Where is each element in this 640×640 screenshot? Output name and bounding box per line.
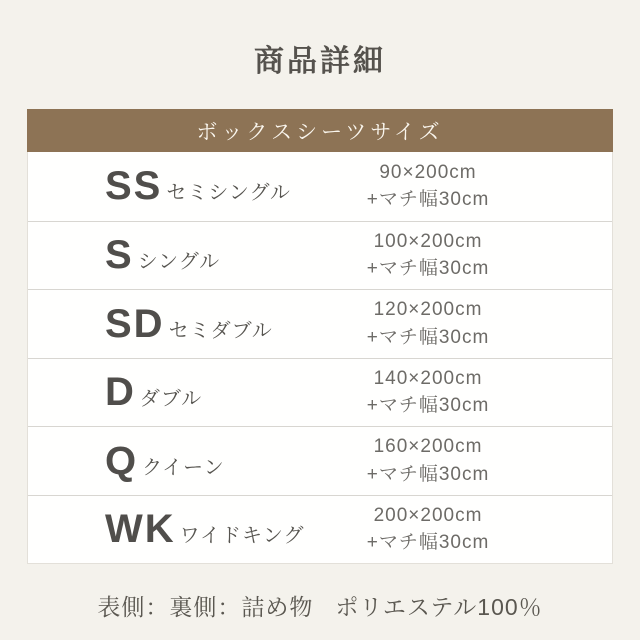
size-code: WK — [105, 507, 176, 552]
size-code: Q — [105, 438, 139, 483]
table-row — [28, 358, 612, 427]
size-gusset: +マチ幅30cm — [366, 532, 490, 554]
size-code: SS — [105, 164, 163, 209]
size-dimensions — [308, 152, 548, 221]
size-name: ワイドキング — [179, 525, 305, 548]
size-label-group — [28, 507, 305, 552]
size-dimensions — [308, 222, 548, 290]
size-gusset: +マチ幅30cm — [366, 395, 490, 417]
table-body — [27, 152, 613, 564]
materials-note — [0, 589, 640, 622]
size-code: D — [105, 370, 136, 415]
size-dimensions — [308, 427, 548, 495]
size-code: S — [105, 233, 134, 278]
materials-value: ポリエステル100％ — [335, 594, 543, 620]
materials-label: 表側：裏側：詰め物 — [97, 594, 314, 620]
size-dimensions — [308, 496, 548, 564]
size-name: ダブル — [139, 388, 203, 411]
size-gusset: +マチ幅30cm — [366, 463, 490, 485]
size-name: セミシングル — [166, 182, 291, 205]
table-row — [28, 495, 612, 564]
table-row — [28, 221, 612, 290]
size-name: セミダブル — [168, 319, 273, 342]
page-title: 商品詳細 — [254, 45, 386, 78]
size-dimension: 200×200cm — [373, 504, 483, 526]
size-label-group — [28, 233, 244, 278]
size-label-group — [28, 370, 244, 415]
size-dimension: 90×200cm — [379, 161, 477, 183]
size-dimensions — [308, 290, 548, 358]
size-dimension: 160×200cm — [373, 436, 483, 458]
size-name: シングル — [137, 251, 221, 274]
size-dimensions — [308, 359, 548, 427]
table-header: ボックスシーツサイズ — [27, 109, 613, 152]
size-gusset: +マチ幅30cm — [366, 258, 490, 280]
size-dimension: 100×200cm — [373, 230, 483, 252]
size-gusset: +マチ幅30cm — [366, 326, 490, 348]
table-row — [28, 426, 612, 495]
table-row — [28, 152, 612, 221]
size-name: クイーン — [142, 456, 225, 479]
table-row — [28, 289, 612, 358]
size-gusset: +マチ幅30cm — [366, 189, 490, 211]
box-sheet-size-table — [27, 109, 613, 564]
size-dimension: 140×200cm — [373, 367, 483, 389]
size-label-group — [28, 438, 244, 483]
size-label-group — [28, 164, 291, 209]
size-label-group — [28, 301, 273, 346]
size-dimension: 120×200cm — [373, 299, 483, 321]
size-code: SD — [105, 301, 165, 346]
